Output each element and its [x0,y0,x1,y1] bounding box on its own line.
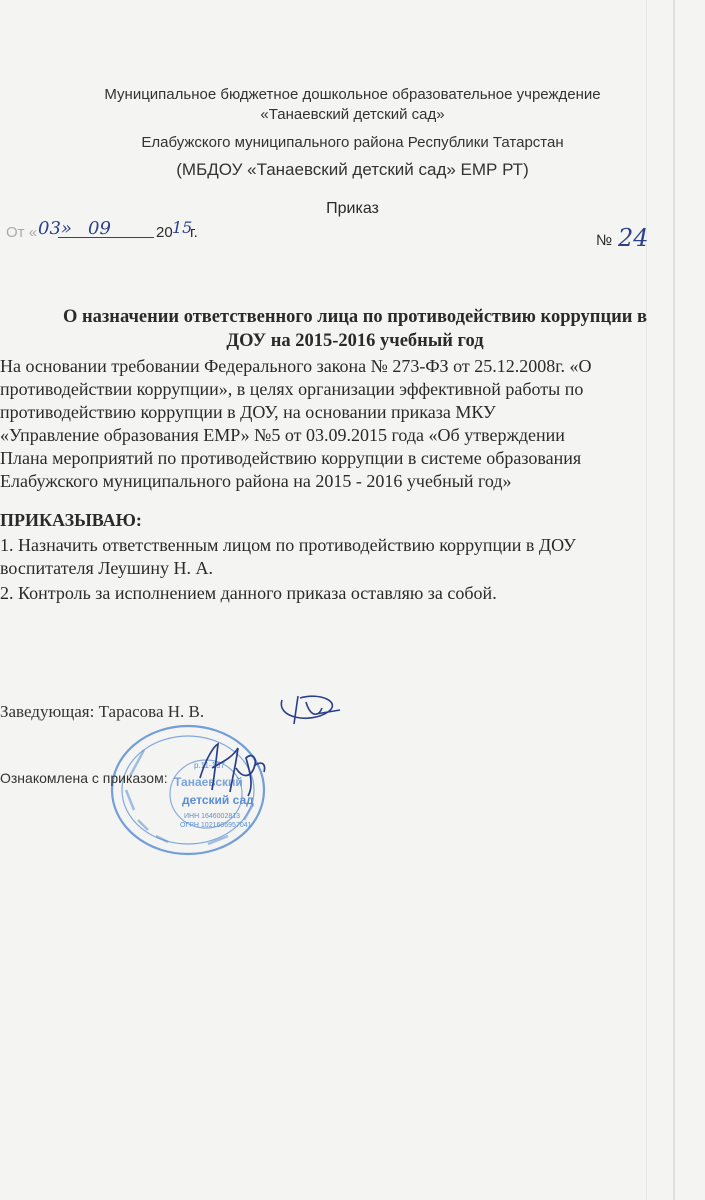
org-abbreviation: (МБДОУ «Танаевский детский сад» ЕМР РТ) [176,160,529,179]
document-type: Приказ [326,200,379,217]
stamp-text: ИНН 1646002813 [184,813,241,820]
title-line-2: ДОУ на 2015-2016 учебный год [226,331,484,351]
order-item-1-continued: воспитателя Леушину Н. А. [0,558,214,578]
body-line: противодействию коррупции в ДОУ, на основании приказа МКУ [0,402,496,422]
date-year-prefix: 20 [156,224,173,241]
body-line: Плана мероприятий по противодействию коррупции в системе образования [0,448,582,468]
stamp-text: детский сад [182,793,254,807]
body-line: «Управление образования ЕМР» №5 от 03.09.2015 года «Об утверждении [0,425,565,445]
org-name-line-3: Елабужского муниципального района Республики Татарстан [141,134,564,151]
stamp-text: Танаевский [174,775,243,789]
body-line: Елабужского муниципального района на 2015 - 2016 учебный год» [0,471,512,491]
number-value: 24 [618,224,649,252]
employee-signature [192,738,272,800]
body-line: противодействии коррупции», в целях организации эффективной работы по [0,379,584,399]
document-title [10,305,700,353]
title-line-1: О назначении ответственного лица по противодействию коррупции в [62,307,648,327]
org-name-line-2: «Танаевский детский сад» [260,106,445,123]
head-signature [270,690,350,730]
order-item-1: 1. Назначить ответственным лицом по противодействию коррупции в ДОУ [0,535,576,555]
acquainted-line: Ознакомлена с приказом: [0,770,168,786]
scan-streak [646,0,647,1200]
date-year-suffix: 15 [172,218,193,237]
stamp-text: ОГРН 1021606957041 [180,822,252,829]
order-item-2: 2. Контроль за исполнением данного приказа оставляю за собой. [0,583,497,603]
org-name-line-1: Муниципальное бюджетное дошкольное образовательное учреждение [104,86,601,103]
number-sign: № [596,232,613,249]
order-word: ПРИКАЗЫВАЮ: [0,510,142,530]
body-line: На основании требовании Федерального закона № 273-ФЗ от 25.12.2008г. «О [0,356,592,376]
date-year-unit: г. [190,224,198,241]
date-prefix: От « [6,224,38,241]
date-month: 09 [88,218,111,239]
stamp-text: р.11-137 [194,761,225,770]
head-signature-line: Заведующая: Тарасова Н. В. [0,702,205,721]
date-day: 03» [38,218,72,239]
scan-streak [673,0,675,1200]
